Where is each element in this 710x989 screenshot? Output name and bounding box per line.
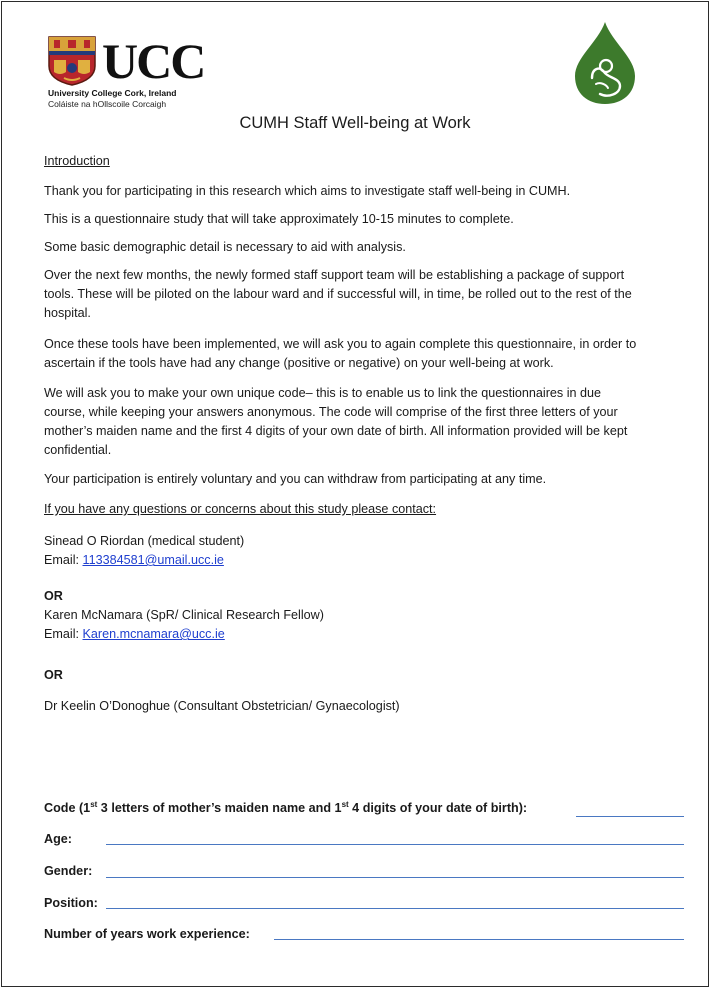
gender-field-label: Gender:: [44, 864, 93, 878]
code-input-line[interactable]: [576, 816, 684, 817]
contact-email-row: [44, 551, 644, 570]
contact-name: Sinead O Riordan (medical student): [44, 534, 245, 548]
contact-name: Dr Keelin O’Donoghue (Consultant Obstetrician/ Gynaecologist): [44, 699, 400, 713]
intro-paragraph: Once these tools have been implemented, we will ask you to again complete this questionnaire, in order to ascertain if the tools have had any change (positive or negative) on your well-being at work.: [44, 337, 637, 370]
position-field-label: Position:: [44, 896, 98, 910]
experience-input-line[interactable]: [274, 939, 684, 940]
intro-paragraph: Your participation is entirely voluntary and you can withdraw from participating at any time.: [44, 472, 547, 486]
ucc-irish-name: Coláiste na hOllscoile Corcaigh: [48, 99, 167, 109]
contact-name: Karen McNamara (SpR/ Clinical Research Fellow): [44, 608, 324, 622]
email-label: Email:: [44, 553, 79, 567]
email-link[interactable]: 113384581@umail.ucc.ie: [82, 553, 224, 567]
contacts-heading: If you have any questions or concerns about this study please contact:: [44, 502, 437, 516]
ucc-crest-icon: [48, 36, 96, 86]
gender-input-line[interactable]: [106, 877, 684, 878]
experience-field-label: Number of years work experience:: [44, 927, 250, 941]
document-page: [1, 1, 709, 987]
email-label: Email:: [44, 627, 79, 641]
or-label: OR: [44, 668, 63, 682]
intro-paragraph: This is a questionnaire study that will take approximately 10-15 minutes to complete.: [44, 212, 514, 226]
intro-heading: Introduction: [44, 154, 110, 168]
age-input-line[interactable]: [106, 844, 684, 845]
ucc-logo: [48, 33, 208, 112]
document-body: [44, 152, 644, 716]
intro-paragraph: Some basic demographic detail is necessary to aid with analysis.: [44, 240, 406, 254]
or-label: OR: [44, 589, 63, 603]
intro-paragraph: We will ask you to make your own unique code– this is to enable us to link the questionnaires in due course, while keeping your answers anonymous. The code will comprise of the first three letters of your mother’s maiden name and the first 4 digits of your own date of birth. All information provided will be kept confidential.: [44, 386, 628, 457]
page-title: CUMH Staff Well-being at Work: [239, 114, 471, 132]
email-link[interactable]: Karen.mcnamara@ucc.ie: [82, 627, 225, 641]
age-field-label: Age:: [44, 832, 72, 846]
code-field-label: Code (1st 3 letters of mother’s maiden name and 1st 4 digits of your date of birth):: [44, 799, 528, 815]
contact-email-row: [44, 625, 644, 644]
intro-paragraph: Over the next few months, the newly formed staff support team will be establishing a package of support tools. These will be piloted on the labour ward and if successful will, in time, be rolled out to the rest of the hospital.: [44, 268, 632, 320]
position-input-line[interactable]: [106, 908, 684, 909]
intro-paragraph: Thank you for participating in this research which aims to investigate staff well-being in CUMH.: [44, 184, 571, 198]
ucc-wordmark: UCC: [102, 33, 205, 89]
cumh-drop-logo-icon: [572, 20, 638, 106]
ucc-english-name: University College Cork, Ireland: [48, 88, 177, 98]
